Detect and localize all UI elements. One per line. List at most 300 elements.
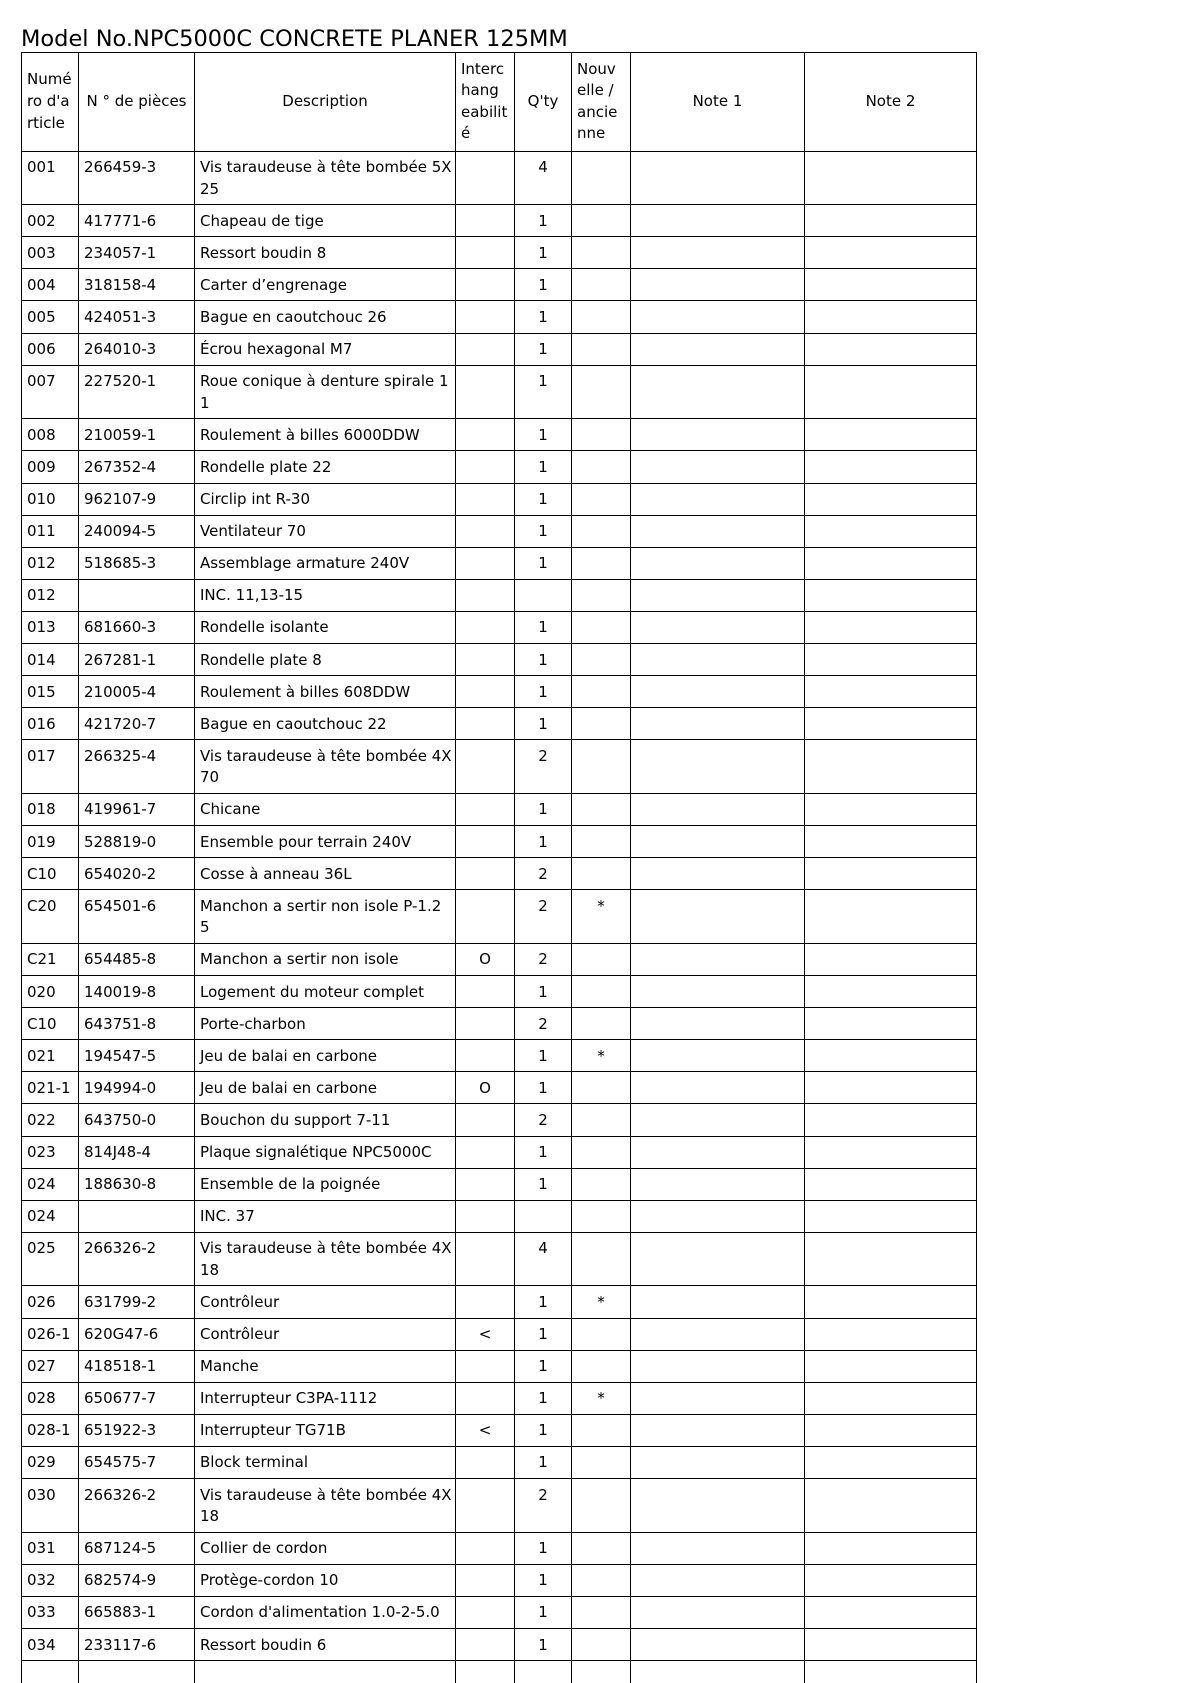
cell-new-old [572,419,631,451]
cell-note-1 [631,611,805,643]
cell-note-2 [805,611,977,643]
cell-description: INC. 11,13-15 [195,579,456,611]
cell-item-number: 034 [22,1629,79,1661]
cell-note-1 [631,858,805,890]
cell-interchangeability [456,1200,515,1232]
cell-new-old [572,1414,631,1446]
cell-description: Jeu de balai en carbone [195,1040,456,1072]
cell-item-number: 008 [22,419,79,451]
table-row [22,1008,977,1040]
cell-note-1 [631,1072,805,1104]
cell-qty: 1 [515,793,572,825]
cell-interchangeability [456,419,515,451]
cell-part-number: 194547-5 [79,1040,195,1072]
cell-interchangeability [456,676,515,708]
cell-note-2 [805,237,977,269]
cell-item-number: 017 [22,740,79,794]
cell-note-1 [631,1286,805,1318]
cell-note-2 [805,1286,977,1318]
table-row [22,547,977,579]
cell-note-2 [805,1446,977,1478]
cell-note-1 [631,419,805,451]
cell-description: Roulement à billes 608DDW [195,676,456,708]
cell-item-number: 006 [22,333,79,365]
cell-new-old [572,1596,631,1628]
cell-part-number: 814J48-4 [79,1136,195,1168]
cell-note-2 [805,1040,977,1072]
cell-part-number: 962107-9 [79,483,195,515]
table-row [22,1318,977,1350]
cell-item-number: 026 [22,1286,79,1318]
cell-qty: 2 [515,858,572,890]
table-row [22,205,977,237]
cell-qty: 1 [515,1446,572,1478]
cell-item-number: 027 [22,1350,79,1382]
cell-description: Chapeau de tige [195,205,456,237]
cell-qty: 2 [515,1479,572,1533]
cell-note-2 [805,269,977,301]
table-row [22,644,977,676]
cell-qty: 1 [515,644,572,676]
cell-interchangeability: < [456,1414,515,1446]
cell-interchangeability [456,858,515,890]
cell-part-number: 140019-8 [79,976,195,1008]
cell-note-2 [805,1414,977,1446]
header-interchangeability: Interc hang eabilit é [456,53,515,152]
table-row [22,976,977,1008]
cell-description: Vis taraudeuse à tête bombée 4X 18 [195,1479,456,1533]
table-row [22,1414,977,1446]
cell-item-number: 030 [22,1479,79,1533]
header-note-2: Note 2 [805,53,977,152]
cell-interchangeability [456,1382,515,1414]
cell-interchangeability [456,1168,515,1200]
cell-note-2 [805,365,977,419]
cell-item-number: 028-1 [22,1414,79,1446]
cell-note-1 [631,547,805,579]
cell-part-number: 665883-1 [79,1596,195,1628]
cell-interchangeability [456,740,515,794]
cell-qty: 1 [515,1136,572,1168]
cell-note-1 [631,1629,805,1661]
cell-new-old [572,1318,631,1350]
cell-note-1 [631,1318,805,1350]
cell-part-number: 643751-8 [79,1008,195,1040]
cell-new-old [572,1168,631,1200]
table-row [22,365,977,419]
cell-new-old [572,547,631,579]
cell-note-2 [805,151,977,205]
cell-note-1 [631,708,805,740]
cell-part-number: 631799-2 [79,1286,195,1318]
table-row [22,1382,977,1414]
cell-qty: 1 [515,451,572,483]
cell-item-number: 004 [22,269,79,301]
cell-item-number: 025 [22,1232,79,1286]
cell-new-old [572,976,631,1008]
cell-description: Rondelle isolante [195,611,456,643]
table-header [22,53,977,152]
cell-note-1 [631,943,805,975]
cell-qty: 1 [515,1350,572,1382]
cell-description: Ventilateur 70 [195,515,456,547]
cell-part-number: 654020-2 [79,858,195,890]
cell-item-number: 021-1 [22,1072,79,1104]
cell-note-1 [631,1446,805,1478]
cell-description: Roue conique à denture spirale 1 1 [195,365,456,419]
cell-note-1 [631,205,805,237]
cell-note-1 [631,365,805,419]
cell-new-old: * [572,1382,631,1414]
cell-note-2 [805,943,977,975]
cell-note-2 [805,1629,977,1661]
cell-note-1 [631,1168,805,1200]
cell-part-number: 620G47-6 [79,1318,195,1350]
cell-description: Ensemble de la poignée [195,1168,456,1200]
cell-note-1 [631,515,805,547]
cell-part-number: 681660-3 [79,611,195,643]
cell-part-number: 654575-7 [79,1446,195,1478]
cell-item-number: 005 [22,301,79,333]
header-item-number: Numé ro d'a rticle [22,53,79,152]
cell-part-number: 518685-3 [79,547,195,579]
cell-new-old [572,1232,631,1286]
cell-note-1 [631,579,805,611]
cell-new-old [572,301,631,333]
cell-qty: 1 [515,1532,572,1564]
cell-description: Contrôleur [195,1286,456,1318]
cell-description: Manchon a sertir non isole P-1.2 5 [195,890,456,944]
cell-item-number: 019 [22,826,79,858]
cell-note-1 [631,890,805,944]
table-row [22,1479,977,1533]
page-title: Model No.NPC5000C CONCRETE PLANER 125MM [21,26,568,52]
cell-item-number: 013 [22,611,79,643]
table-row [22,611,977,643]
cell-empty [22,1661,79,1683]
cell-new-old: * [572,890,631,944]
cell-empty [572,1661,631,1683]
cell-qty: 1 [515,708,572,740]
cell-part-number: 682574-9 [79,1564,195,1596]
cell-new-old [572,1446,631,1478]
cell-item-number: C20 [22,890,79,944]
cell-item-number: 001 [22,151,79,205]
cell-new-old [572,1564,631,1596]
cell-item-number: 016 [22,708,79,740]
cell-note-1 [631,1350,805,1382]
cell-note-1 [631,333,805,365]
cell-part-number: 210005-4 [79,676,195,708]
cell-interchangeability [456,451,515,483]
cell-note-1 [631,976,805,1008]
table-row [22,1136,977,1168]
table-row-partial [22,1661,977,1683]
table-row [22,676,977,708]
cell-note-1 [631,1479,805,1533]
cell-part-number: 267352-4 [79,451,195,483]
cell-interchangeability [456,1008,515,1040]
cell-empty [631,1661,805,1683]
cell-part-number: 654485-8 [79,943,195,975]
cell-description: Vis taraudeuse à tête bombée 4X 18 [195,1232,456,1286]
cell-item-number: 011 [22,515,79,547]
table-row [22,708,977,740]
cell-description: Bague en caoutchouc 22 [195,708,456,740]
header-part-number: N ° de pièces [79,53,195,152]
cell-note-2 [805,1479,977,1533]
cell-new-old [572,1629,631,1661]
cell-note-2 [805,708,977,740]
cell-item-number: 022 [22,1104,79,1136]
cell-note-2 [805,483,977,515]
cell-note-1 [631,1564,805,1596]
cell-interchangeability [456,1596,515,1628]
cell-new-old [572,858,631,890]
cell-description: Cosse à anneau 36L [195,858,456,890]
cell-part-number: 687124-5 [79,1532,195,1564]
cell-note-2 [805,1232,977,1286]
cell-qty: 1 [515,976,572,1008]
cell-item-number: C10 [22,858,79,890]
cell-note-2 [805,890,977,944]
cell-part-number: 318158-4 [79,269,195,301]
cell-note-2 [805,1136,977,1168]
cell-empty [805,1661,977,1683]
cell-part-number: 417771-6 [79,205,195,237]
cell-part-number: 234057-1 [79,237,195,269]
table-row [22,1350,977,1382]
table-row [22,515,977,547]
cell-qty: 1 [515,1286,572,1318]
cell-interchangeability [456,515,515,547]
cell-part-number: 650677-7 [79,1382,195,1414]
cell-description: Carter d’engrenage [195,269,456,301]
cell-new-old [572,676,631,708]
cell-note-1 [631,1232,805,1286]
table-row [22,1104,977,1136]
cell-note-2 [805,740,977,794]
cell-note-1 [631,1040,805,1072]
cell-description: Plaque signalétique NPC5000C [195,1136,456,1168]
cell-item-number: 024 [22,1200,79,1232]
cell-interchangeability [456,1446,515,1478]
cell-description: Ressort boudin 8 [195,237,456,269]
cell-item-number: 003 [22,237,79,269]
header-new-old: Nouv elle / ancie nne [572,53,631,152]
cell-interchangeability [456,826,515,858]
cell-interchangeability [456,1629,515,1661]
cell-interchangeability [456,483,515,515]
cell-interchangeability [456,579,515,611]
cell-new-old: * [572,1040,631,1072]
cell-description: Chicane [195,793,456,825]
cell-note-2 [805,547,977,579]
cell-qty: 1 [515,1318,572,1350]
cell-note-1 [631,1382,805,1414]
cell-new-old [572,1072,631,1104]
cell-item-number: 024 [22,1168,79,1200]
cell-interchangeability [456,151,515,205]
cell-new-old [572,943,631,975]
cell-part-number: 227520-1 [79,365,195,419]
cell-note-1 [631,1200,805,1232]
cell-qty: 1 [515,611,572,643]
cell-item-number: 012 [22,547,79,579]
cell-item-number: 031 [22,1532,79,1564]
cell-item-number: 007 [22,365,79,419]
table-body-continuation [22,1661,977,1683]
cell-note-1 [631,1104,805,1136]
cell-part-number: 528819-0 [79,826,195,858]
cell-note-2 [805,1200,977,1232]
cell-qty: 1 [515,515,572,547]
cell-item-number: 020 [22,976,79,1008]
cell-part-number: 421720-7 [79,708,195,740]
cell-interchangeability [456,1564,515,1596]
table-body [22,151,977,1661]
cell-note-2 [805,1318,977,1350]
cell-qty [515,579,572,611]
cell-qty: 1 [515,1629,572,1661]
cell-part-number: 643750-0 [79,1104,195,1136]
table-row [22,858,977,890]
table-row [22,890,977,944]
cell-note-2 [805,644,977,676]
cell-interchangeability: O [456,1072,515,1104]
cell-interchangeability [456,1136,515,1168]
cell-interchangeability [456,365,515,419]
cell-note-1 [631,826,805,858]
cell-new-old [572,1136,631,1168]
cell-note-2 [805,301,977,333]
table-row [22,301,977,333]
cell-new-old [572,451,631,483]
cell-new-old [572,237,631,269]
cell-note-2 [805,1350,977,1382]
table-row [22,269,977,301]
cell-note-1 [631,269,805,301]
cell-qty [515,1200,572,1232]
cell-new-old [572,1008,631,1040]
cell-new-old [572,826,631,858]
cell-part-number: 266325-4 [79,740,195,794]
cell-note-1 [631,740,805,794]
table-row [22,943,977,975]
cell-qty: 1 [515,333,572,365]
cell-note-2 [805,676,977,708]
cell-description: Roulement à billes 6000DDW [195,419,456,451]
cell-note-2 [805,451,977,483]
table-row [22,793,977,825]
cell-note-2 [805,515,977,547]
cell-part-number: 651922-3 [79,1414,195,1446]
cell-item-number: 026-1 [22,1318,79,1350]
cell-qty: 1 [515,205,572,237]
cell-part-number: 266459-3 [79,151,195,205]
cell-interchangeability [456,547,515,579]
cell-new-old: * [572,1286,631,1318]
cell-qty: 1 [515,1414,572,1446]
cell-item-number: 014 [22,644,79,676]
cell-empty [515,1661,572,1683]
cell-qty: 1 [515,365,572,419]
cell-interchangeability [456,1350,515,1382]
parts-table-container [19,50,981,1683]
cell-interchangeability [456,333,515,365]
parts-table [21,52,977,1683]
table-row [22,451,977,483]
cell-new-old [572,644,631,676]
table-row [22,1446,977,1478]
cell-description: Protège-cordon 10 [195,1564,456,1596]
table-row [22,740,977,794]
cell-item-number: 015 [22,676,79,708]
cell-description: Block terminal [195,1446,456,1478]
cell-description: Circlip int R-30 [195,483,456,515]
cell-new-old [572,611,631,643]
cell-description: Jeu de balai en carbone [195,1072,456,1104]
cell-qty: 1 [515,1040,572,1072]
cell-interchangeability [456,1040,515,1072]
cell-note-2 [805,1532,977,1564]
cell-qty: 1 [515,1382,572,1414]
cell-item-number: 023 [22,1136,79,1168]
cell-qty: 1 [515,547,572,579]
cell-item-number: 010 [22,483,79,515]
table-row [22,483,977,515]
cell-description: Rondelle plate 8 [195,644,456,676]
cell-new-old [572,269,631,301]
cell-interchangeability [456,708,515,740]
table-row [22,1200,977,1232]
cell-new-old [572,1200,631,1232]
cell-empty [195,1661,456,1683]
cell-interchangeability [456,1532,515,1564]
cell-item-number: 012 [22,579,79,611]
cell-item-number: 021 [22,1040,79,1072]
cell-note-2 [805,333,977,365]
cell-new-old [572,365,631,419]
cell-qty: 1 [515,419,572,451]
header-note-1: Note 1 [631,53,805,152]
cell-note-1 [631,1414,805,1446]
cell-item-number: 018 [22,793,79,825]
cell-new-old [572,515,631,547]
cell-note-2 [805,419,977,451]
cell-qty: 2 [515,1104,572,1136]
cell-note-1 [631,1136,805,1168]
cell-description: Vis taraudeuse à tête bombée 5X 25 [195,151,456,205]
cell-part-number: 240094-5 [79,515,195,547]
table-row [22,1564,977,1596]
cell-interchangeability [456,611,515,643]
cell-description: Contrôleur [195,1318,456,1350]
cell-part-number: 233117-6 [79,1629,195,1661]
cell-interchangeability [456,890,515,944]
cell-qty: 1 [515,1564,572,1596]
cell-note-2 [805,858,977,890]
table-row [22,1596,977,1628]
table-row [22,333,977,365]
cell-new-old [572,740,631,794]
cell-part-number: 266326-2 [79,1232,195,1286]
cell-qty: 1 [515,269,572,301]
cell-qty: 1 [515,676,572,708]
cell-qty: 2 [515,1008,572,1040]
cell-note-2 [805,1104,977,1136]
cell-new-old [572,333,631,365]
